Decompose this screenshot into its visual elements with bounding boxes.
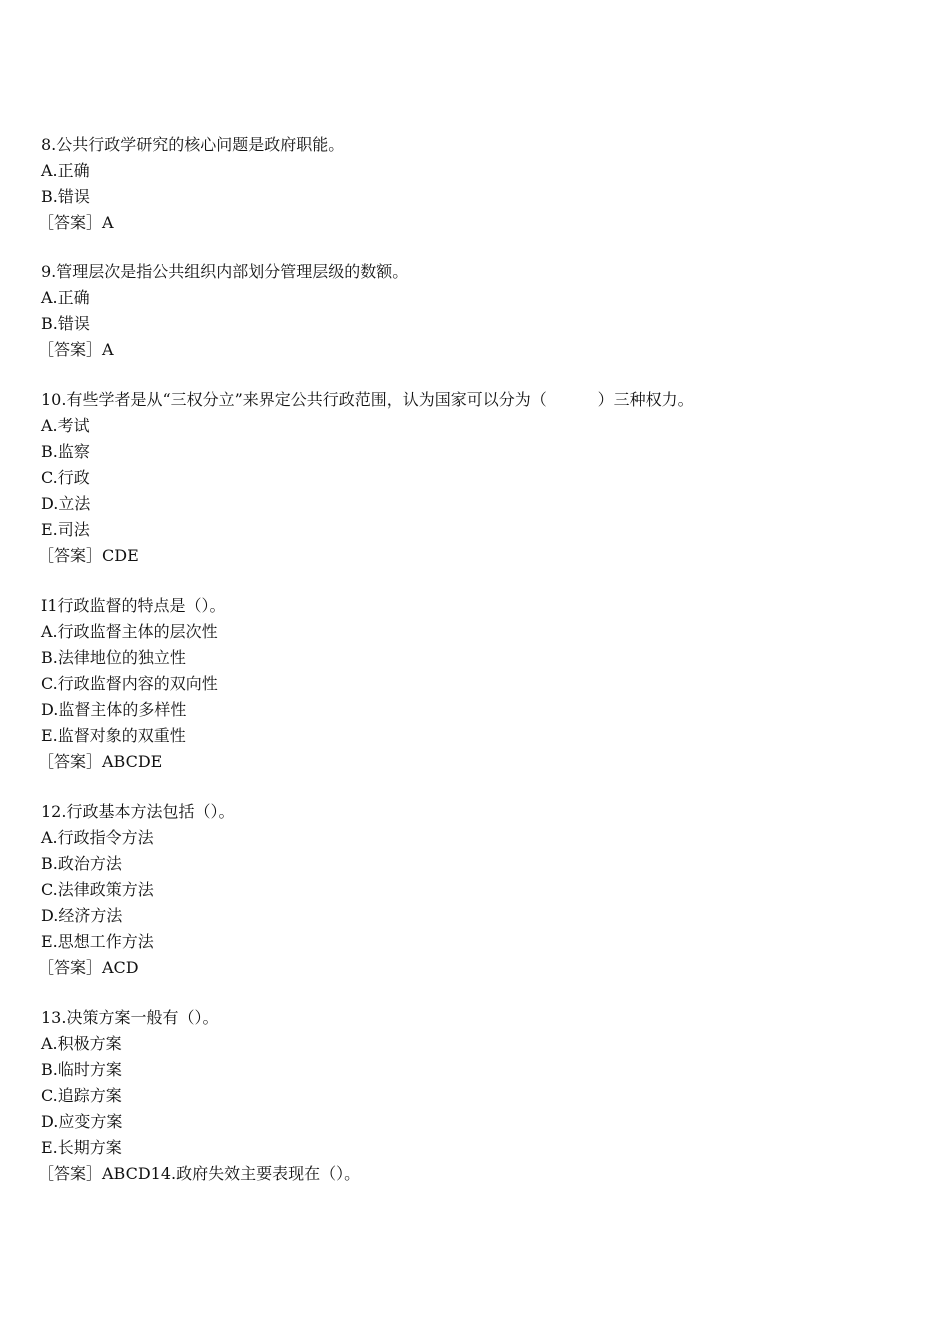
question-12 — [38, 799, 235, 981]
question-stem: 13.决策方案一般有（）。 — [41, 1008, 219, 1027]
question-stem: 8.公共行政学研究的核心问题是政府职能。 — [41, 135, 345, 154]
option-b: B.错误 — [41, 314, 90, 333]
option-a: A.行政指令方法 — [41, 828, 154, 847]
question-stem: I1行政监督的特点是（）。 — [41, 596, 226, 615]
question-stem: 10.有些学者是从“三权分立”来界定公共行政范围，认为国家可以分为（ ）三种权力。 — [41, 390, 694, 409]
answer-line: ［答案］ABCDE — [38, 752, 163, 771]
question-9 — [38, 259, 409, 363]
question-stem: 12.行政基本方法包括（）。 — [41, 802, 235, 821]
option-a: A.行政监督主体的层次性 — [41, 622, 218, 641]
option-d: D.立法 — [41, 494, 91, 513]
option-e: E.思想工作方法 — [41, 932, 154, 951]
option-e: E.监督对象的双重性 — [41, 726, 186, 745]
option-a: A.考试 — [41, 416, 90, 435]
answer-line: ［答案］A — [38, 213, 114, 232]
question-stem: 9.管理层次是指公共组织内部划分管理层级的数额。 — [41, 262, 409, 281]
option-d: D.监督主体的多样性 — [41, 700, 187, 719]
option-c: C.行政监督内容的双向性 — [41, 674, 218, 693]
answer-line: ［答案］CDE — [38, 546, 139, 565]
option-b: B.临时方案 — [41, 1060, 122, 1079]
option-d: D.应变方案 — [41, 1112, 123, 1131]
option-c: C.法律政策方法 — [41, 880, 154, 899]
option-a: A.正确 — [41, 288, 90, 307]
question-13 — [38, 1005, 361, 1187]
option-b: B.法律地位的独立性 — [41, 648, 186, 667]
answer-line: ［答案］ACD — [38, 958, 139, 977]
answer-line: ［答案］A — [38, 340, 114, 359]
option-a: A.积极方案 — [41, 1034, 122, 1053]
option-e: E.司法 — [41, 520, 90, 539]
option-a: A.正确 — [41, 161, 90, 180]
option-d: D.经济方法 — [41, 906, 123, 925]
question-11 — [38, 593, 226, 775]
option-b: B.政治方法 — [41, 854, 122, 873]
answer-line: ［答案］ABCD14.政府失效主要表现在（）。 — [38, 1164, 361, 1183]
option-c: C.追踪方案 — [41, 1086, 122, 1105]
option-e: E.长期方案 — [41, 1138, 122, 1157]
option-c: C.行政 — [41, 468, 90, 487]
question-10 — [38, 387, 694, 569]
option-b: B.错误 — [41, 187, 90, 206]
option-b: B.监察 — [41, 442, 90, 461]
question-8 — [38, 132, 345, 236]
